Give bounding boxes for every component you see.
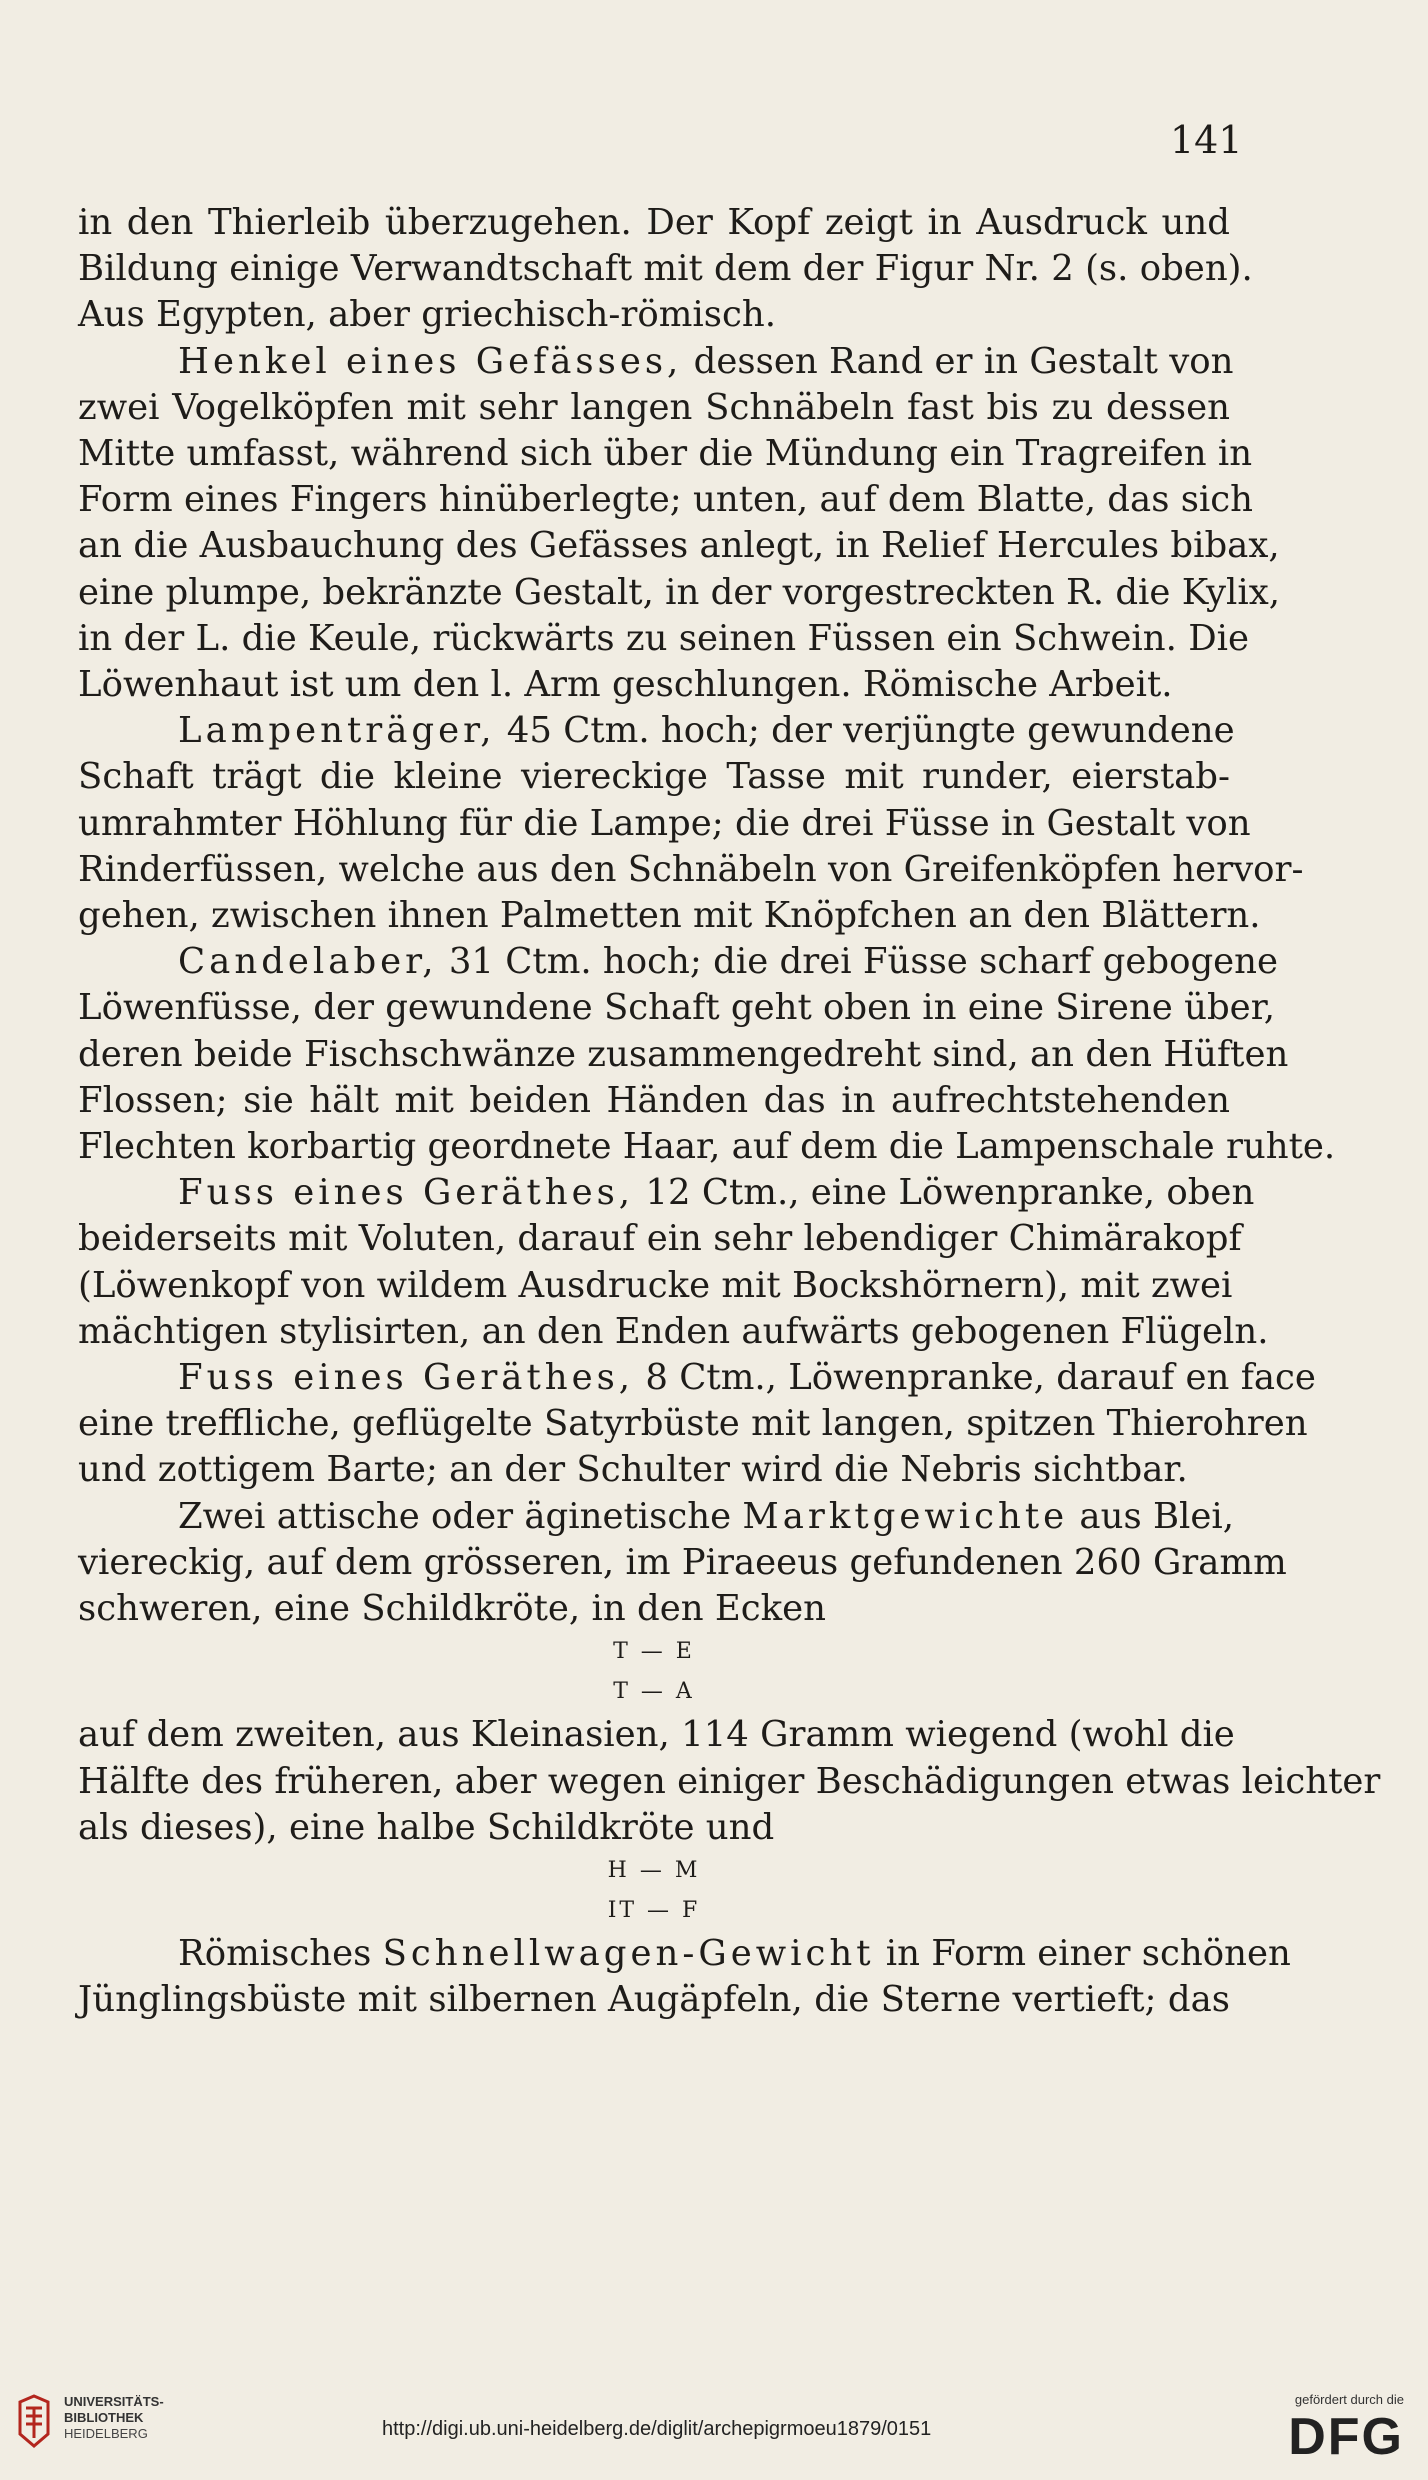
text-fragment: Zwei attische oder äginetische (178, 1495, 743, 1537)
text-line (78, 339, 1234, 385)
text-line: Hälfte des früheren, aber wegen einiger Beschädigungen etwas leichter (78, 1760, 1381, 1802)
text-line (78, 1494, 1235, 1540)
paragraph-1 (78, 200, 1253, 339)
inscription-line: IT — F (607, 1897, 701, 1923)
text-fragment: Römisches (178, 1932, 383, 1974)
body-text (78, 200, 1381, 2023)
text-line: Aus Egypten, aber griechisch-römisch. (78, 294, 777, 336)
dfg-logo: DFG (1288, 2408, 1404, 2466)
text-line (78, 1170, 1255, 1216)
text-line: Löwenhaut ist um den l. Arm geschlungen. Römische Arbeit. (78, 664, 1173, 706)
text-line: beiderseits mit Voluten, darauf ein sehr lebendiger Chimärakopf (78, 1218, 1242, 1260)
page-number: 141 (1170, 118, 1243, 162)
text-line (78, 708, 1235, 754)
library-line: UNIVERSITÄTS- (64, 2394, 164, 2409)
text-line: viereckig, auf dem grösseren, im Piraeeus gefundenen 260 Gramm (78, 1541, 1287, 1583)
entry-heading: Marktgewichte (742, 1495, 1069, 1537)
text-line: gehen, zwischen ihnen Palmetten mit Knöpfchen an den Blättern. (78, 895, 1261, 937)
text-line: Flossen; sie hält mit beiden Händen das in aufrechtstehenden (78, 1079, 1230, 1121)
text-line: (Löwenkopf von wildem Ausdrucke mit Bockshörnern), mit zwei (78, 1264, 1233, 1306)
text-line: Flechten korbartig geordnete Haar, auf dem die Lampenschale ruhte. (78, 1126, 1336, 1168)
library-name (64, 2394, 164, 2442)
paragraph-8 (78, 1712, 1381, 1851)
text-fragment: 31 Ctm. hoch; die drei Füsse scharf gebogene (437, 941, 1279, 983)
entry-heading: Schnellwagen-Gewicht (382, 1932, 875, 1974)
text-line: als dieses), eine halbe Schildkröte und (78, 1806, 775, 1848)
text-line (78, 1355, 1316, 1401)
inscription-line: H — M (607, 1857, 701, 1883)
paragraph-2 (78, 339, 1281, 709)
entry-heading: Fuss eines Geräthes, (178, 1357, 635, 1399)
paragraph-4 (78, 939, 1336, 1170)
footer (0, 2380, 1428, 2480)
paragraph-7 (78, 1494, 1287, 1633)
entry-heading: Henkel eines Gefässes, (178, 340, 683, 382)
text-line: Form eines Fingers hinüberlegte; unten, auf dem Blatte, das sich (78, 479, 1254, 521)
funder-caption: gefördert durch die (1294, 2392, 1404, 2407)
paragraph-9 (78, 1931, 1291, 2023)
entry-heading: Lampenträger, (178, 710, 496, 752)
text-line (78, 1931, 1291, 1977)
text-fragment: 45 Ctm. hoch; der verjüngte gewundene (495, 710, 1235, 752)
library-line: BIBLIOTHEK (64, 2410, 144, 2425)
inscription-2 (78, 1851, 1230, 1931)
text-line: zwei Vogelköpfen mit sehr langen Schnäbeln fast bis zu dessen (78, 386, 1230, 428)
source-url[interactable]: http://digi.ub.uni-heidelberg.de/diglit/archepigrmoeu1879/0151 (382, 2418, 932, 2440)
paragraph-5 (78, 1170, 1269, 1355)
text-fragment: aus Blei, (1068, 1495, 1235, 1537)
text-line: Schaft trägt die kleine viereckige Tasse mit runder, eierstab- (78, 756, 1230, 798)
text-fragment: 12 Ctm., eine Löwenpranke, oben (634, 1172, 1255, 1214)
text-line: auf dem zweiten, aus Kleinasien, 114 Gramm wiegend (wohl die (78, 1714, 1235, 1756)
library-line: HEIDELBERG (64, 2426, 148, 2441)
inscription-1 (78, 1632, 1230, 1712)
text-fragment: 8 Ctm., Löwenpranke, darauf en face (634, 1357, 1316, 1399)
text-line: und zottigem Barte; an der Schulter wird die Nebris sichtbar. (78, 1449, 1188, 1491)
text-line: an die Ausbauchung des Gefässes anlegt, in Relief Hercules bibax, (78, 525, 1280, 567)
text-line: deren beide Fischschwänze zusammengedreht sind, an den Hüften (78, 1033, 1289, 1075)
inscription-line: T — E (613, 1639, 695, 1665)
text-fragment: dessen Rand er in Gestalt von (682, 340, 1234, 382)
paragraph-6 (78, 1355, 1316, 1494)
text-line (78, 939, 1279, 985)
text-line: umrahmter Höhlung für die Lampe; die drei Füsse in Gestalt von (78, 802, 1251, 844)
text-line: in der L. die Keule, rückwärts zu seinen Füssen ein Schwein. Die (78, 617, 1250, 659)
text-line: Jünglingsbüste mit silbernen Augäpfeln, die Sterne vertieft; das (78, 1979, 1230, 2021)
text-line: eine treffliche, geflügelte Satyrbüste mit langen, spitzen Thierohren (78, 1403, 1308, 1445)
text-line: Bildung einige Verwandtschaft mit dem der Figur Nr. 2 (s. oben). (78, 248, 1253, 290)
text-line: mächtigen stylisirten, an den Enden aufwärts gebogenen Flügeln. (78, 1310, 1269, 1352)
text-line: schweren, eine Schildkröte, in den Ecken (78, 1588, 827, 1630)
text-line: Löwenfüsse, der gewundene Schaft geht oben in eine Sirene über, (78, 987, 1276, 1029)
text-line: Mitte umfasst, während sich über die Mündung ein Tragreifen in (78, 433, 1253, 475)
entry-heading: Candelaber, (178, 941, 438, 983)
funder-block (1288, 2380, 1404, 2467)
text-fragment: in Form einer schönen (874, 1932, 1291, 1974)
text-line: eine plumpe, bekränzte Gestalt, in der vorgestreckten R. die Kylix, (78, 571, 1281, 613)
text-line: in den Thierleib überzugehen. Der Kopf zeigt in Ausdruck und (78, 202, 1230, 243)
inscription-line: T — A (613, 1679, 695, 1705)
paragraph-3 (78, 708, 1304, 939)
entry-heading: Fuss eines Geräthes, (178, 1172, 635, 1214)
text-line: Rinderfüssen, welche aus den Schnäbeln von Greifenköpfen hervor- (78, 848, 1304, 890)
university-seal-icon (14, 2394, 56, 2464)
